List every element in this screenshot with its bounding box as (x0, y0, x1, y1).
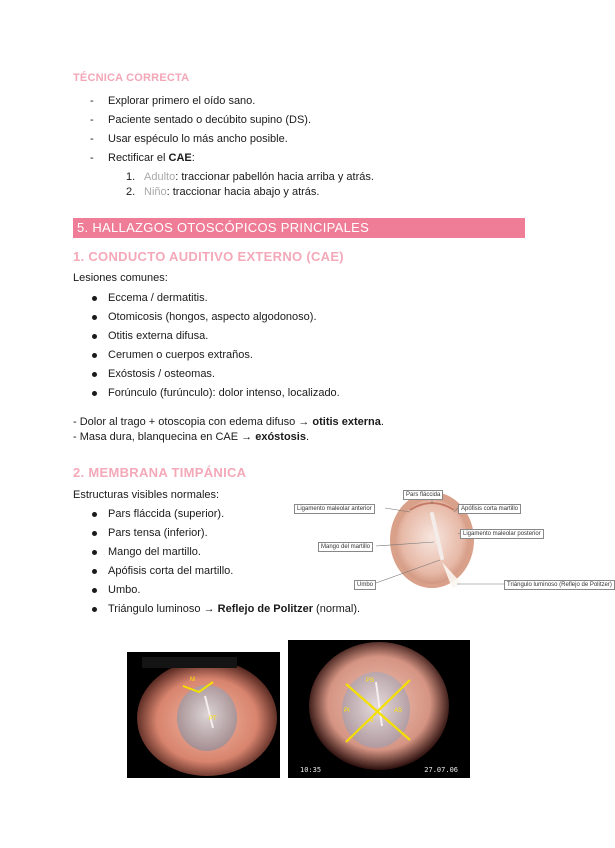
label-ligamento-anterior: Ligamento maleolar anterior (294, 504, 375, 514)
label-apofisis-corta: Apófisis corta martillo (458, 504, 521, 514)
redaction-bar (142, 657, 237, 668)
list-item: Eccema / dermatitis. (90, 289, 340, 308)
list-item: 2. Niño: traccionar hacia abajo y atrás. (126, 186, 320, 198)
label-mango-martillo: Mango del martillo (318, 542, 373, 552)
note-line: - Masa dura, blanquecina en CAE → exóstosis. (73, 431, 310, 443)
list-item: Exóstosis / osteomas. (90, 365, 340, 384)
otoscopy-photo-1-image (127, 652, 280, 778)
list-item: - Rectificar el CAE: (90, 152, 195, 164)
note-line: - Dolor al trago + otoscopia con edema difuso → otitis externa. (73, 416, 384, 428)
section-title-band: 5. HALLAZGOS OTOSCÓPICOS PRINCIPALES (73, 218, 525, 238)
label-m: M (190, 677, 195, 683)
otoscopy-photo-1 (127, 652, 280, 778)
list-item: Pars tensa (inferior). (90, 524, 360, 543)
label-ligamento-posterior: Ligamento maleolar posterior (460, 529, 544, 539)
list-item: Umbo. (90, 581, 360, 600)
cae-intro: Lesiones comunes: (73, 272, 168, 284)
label-ps: PS (366, 678, 375, 684)
technique-heading: TÉCNICA CORRECTA (73, 72, 190, 84)
photo-time: 10:35 (300, 766, 322, 774)
photo-date: 27.07.06 (424, 766, 458, 774)
label-as: AS (394, 708, 403, 714)
list-item: Cerumen o cuerpos extraños. (90, 346, 340, 365)
list-item: Forúnculo (furúnculo): dolor intenso, localizado. (90, 384, 340, 403)
membrana-intro: Estructuras visibles normales: (73, 489, 220, 501)
list-item: - Paciente sentado o decúbito supino (DS). (90, 114, 312, 126)
otoscopy-photo-2 (288, 640, 470, 778)
traction-sublist (126, 170, 374, 200)
label-pars-flaccida: Pars fláccida (403, 490, 443, 500)
list-item: 1. Adulto: traccionar pabellón hacia arriba y atrás. (126, 171, 374, 183)
membrana-heading: 2. MEMBRANA TIMPÁNICA (73, 465, 247, 480)
list-item: Mango del martillo. (90, 543, 360, 562)
label-pt: PT (209, 716, 217, 722)
list-item: Otomicosis (hongos, aspecto algodonoso). (90, 308, 340, 327)
list-item: Apófisis corta del martillo. (90, 562, 360, 581)
list-item: Triángulo luminoso → Reflejo de Politzer (normal). (90, 600, 360, 619)
otoscopy-photo-2-image (288, 640, 470, 778)
list-item: Pars fláccida (superior). (90, 505, 360, 524)
label-ai: AI (368, 718, 374, 724)
label-pi: PI (344, 708, 350, 714)
tympanic-membrane-diagram (292, 488, 612, 598)
cae-list (90, 289, 340, 403)
cae-notes (73, 415, 384, 445)
cae-heading: 1. CONDUCTO AUDITIVO EXTERNO (CAE) (73, 249, 344, 264)
technique-steps (90, 92, 311, 168)
list-item: - Explorar primero el oído sano. (90, 95, 256, 107)
label-triangulo: Triángulo luminoso (Reflejo de Politzer) (504, 580, 615, 590)
list-item: - Usar espéculo lo más ancho posible. (90, 133, 288, 145)
list-item: Otitis externa difusa. (90, 327, 340, 346)
label-umbo: Umbo (354, 580, 376, 590)
